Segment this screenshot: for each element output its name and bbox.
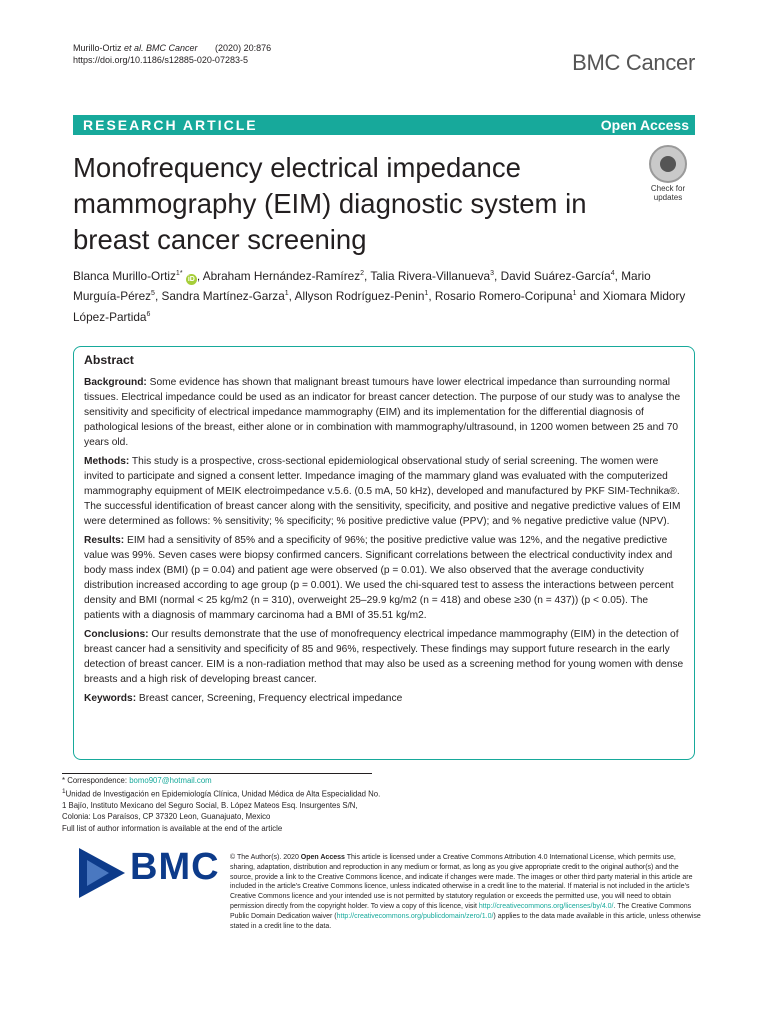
author-name[interactable]: , Talia Rivera-Villanueva: [364, 268, 491, 283]
author-name[interactable]: , Allyson Rodríguez-Penin: [288, 289, 425, 304]
abstract-methods: Methods: This study is a prospective, cross-sectional epidemiological observational study of serial screening. The women were invited to participate and signed a consent letter. Impedance imaging of the mammary gland was evaluated with the computerized mammography equipment of MEIK electroimpedance v.5.6. (0.5 mA, 50 kHz), developed and manufactured by PKF SIM-Technika®. The successful identification of breast cancer along with the sensitivity, specificity, and positive and negative predictive values of EIM were determined as follows: % sensitivity; % specificity; % positive predictive value (PPV); and % negative predictive value (NPV).: [84, 456, 681, 527]
abstract-keywords: Keywords: Breast cancer, Screening, Frequency electrical impedance: [84, 693, 403, 704]
author-name[interactable]: , Rosario Romero-Coripuna: [428, 289, 573, 304]
footnotes: [62, 775, 382, 834]
check-for-updates-text: Check for updates: [650, 184, 686, 202]
citation-header: [73, 42, 271, 66]
citation-authors: Murillo-Ortiz: [73, 43, 124, 53]
orcid-icon[interactable]: iD: [187, 275, 195, 283]
cc-license-link[interactable]: http://creativecommons.org/licenses/by/4.0/: [478, 902, 614, 910]
abstract-results: Results: EIM had a sensitivity of 85% and a specificity of 96%; the positive predictive value was 12%, and the negative predictive value was 99%. Seven cases were biopsy confirmed cancers. Significant correlations between the electrical conductivity index and body mass index (BMI) (p = 0.04) and patient age were observed (p = 0.01). We also observed that the average conductivity distribution increased according to age group (p = 0.001). We used the chi-squared test to assess the interactions between percent density and BMI (normal < 25 kg/m2 (n = 310), overweight 25–29.9 kg/m2 (n = 418) and obese ≥30 (n = 437)) (p < 0.05). The patients with a diagnosis of mammary carcinoma had a BMI of 35.51 kg/m2.: [84, 535, 674, 621]
check-for-updates-badge[interactable]: [643, 145, 693, 207]
cc-waiver-link[interactable]: http://creativecommons.org/publicdomain/zero/1.0/: [336, 912, 494, 920]
abstract-conclusions: Conclusions: Our results demonstrate that the use of monofrequency electrical impedance mammography (EIM) in the detection of breast cancer had a sensitivity and specificity of 85 and 96%, respectively. These findings may support future research in the early detection of breast cancer. EIM is a non-radiation method that may also be used as a screening method for young women with dense breasts and a high risk of developing breast cancer.: [84, 629, 684, 685]
author-name[interactable]: , Sandra Martínez-Garza: [154, 289, 285, 304]
author-info-note: Full list of author information is available at the end of the article: [62, 823, 283, 833]
license-statement: © The Author(s). 2020 Open Access This article is licensed under a Creative Commons Attribution 4.0 International License, which permits use, sharing, adaptation, distribution and reproduction in any medium or format, as long as you give appropriate credit to the original author(s) and the source, provide a link to the Creative Commons licence, and indicate if changes were made. The images or other third party material in this article are included in the article's Creative Commons licence, unless indicated otherwise in a credit line to the material. If material is not included in the article's Creative Commons licence and your intended use is not permitted by statutory regulation or exceeds the permitted use, you will need to obtain permission directly from the copyright holder. To view a copy of this licence, visit http://creativecommons.org/licenses/by/4.0/. The Creative Commons Public Domain Dedication waiver (http://creativecommons.org/publicdomain/zero/1.0/) applies to the data made available in this article, unless otherwise stated in a credit line to the data.: [230, 854, 701, 930]
correspondence: * Correspondence: bomo907@hotmail.com: [62, 776, 212, 785]
abstract-background: Background: Some evidence has shown that malignant breast tumours have lower electrical impedance than surrounding normal tissues. Electrical impedance could be used as an indicator for breast cancer detection. The purpose of our study was to analyse the sensitivity and specificity of electrical impedance mammography (EIM) and its implementation for the differential diagnosis of pathological lesions of the breast, either alone or in combination with mammography/ultrasound, in 1200 women between 25 and 70 years old.: [84, 377, 681, 448]
article-type-banner: [73, 115, 695, 135]
abstract-box: [73, 346, 695, 760]
author-list: Blanca Murillo-Ortiz$^{1*}$ iD , Abraham Hernández-Ramírez$^2$, Talia Rivera-Villanueva$^3$, David Suárez-García$^4$, Mario Murguía-Pérez$^5$, Sandra Martínez-Garza$^1$, Allyson Rodríguez-Penin$^1$, Rosario Romero-Coripuna$^1$ and Xiomara Midory López-Partida$^6$: [73, 268, 686, 324]
bmc-logo-text: BMC: [130, 846, 220, 888]
article-type-label: RESEARCH ARTICLE: [83, 117, 258, 133]
citation-year: (2020) 20:876: [215, 43, 272, 53]
affiliation: $^1$Unidad de Investigación en Epidemiología Clínica, Unidad Médica de Alta Especialidad No. 1 Bajío, Instituto Mexicano del Seguro Social, B. López Mateos Esq. Insurgentes S/N, Colonia: Los Paraísos, CP 37320 Leon, Guanajuato, Mexico: [62, 788, 381, 822]
author-name[interactable]: , David Suárez-García: [494, 268, 611, 283]
correspondence-email-link[interactable]: bomo907@hotmail.com: [129, 776, 212, 785]
doi-link[interactable]: https://doi.org/10.1186/s12885-020-07283-5: [73, 55, 248, 65]
journal-name: BMC Cancer: [572, 50, 695, 75]
author-name[interactable]: and Xiomara Midory López-Partida: [73, 289, 686, 324]
footnote-divider: [62, 773, 372, 774]
author-name[interactable]: Blanca Murillo-Ortiz: [73, 268, 176, 283]
author-name[interactable]: , Abraham Hernández-Ramírez: [196, 268, 361, 283]
citation-journal: et al. BMC Cancer: [124, 43, 198, 53]
abstract-heading: Abstract: [84, 353, 134, 367]
check-for-updates-icon: [649, 145, 687, 183]
article-title: Monofrequency electrical impedance mammography (EIM) diagnostic system in breast cancer screening: [73, 152, 587, 255]
author-name[interactable]: , Mario Murguía-Pérez: [73, 268, 651, 304]
open-access-label: Open Access: [600, 117, 689, 133]
